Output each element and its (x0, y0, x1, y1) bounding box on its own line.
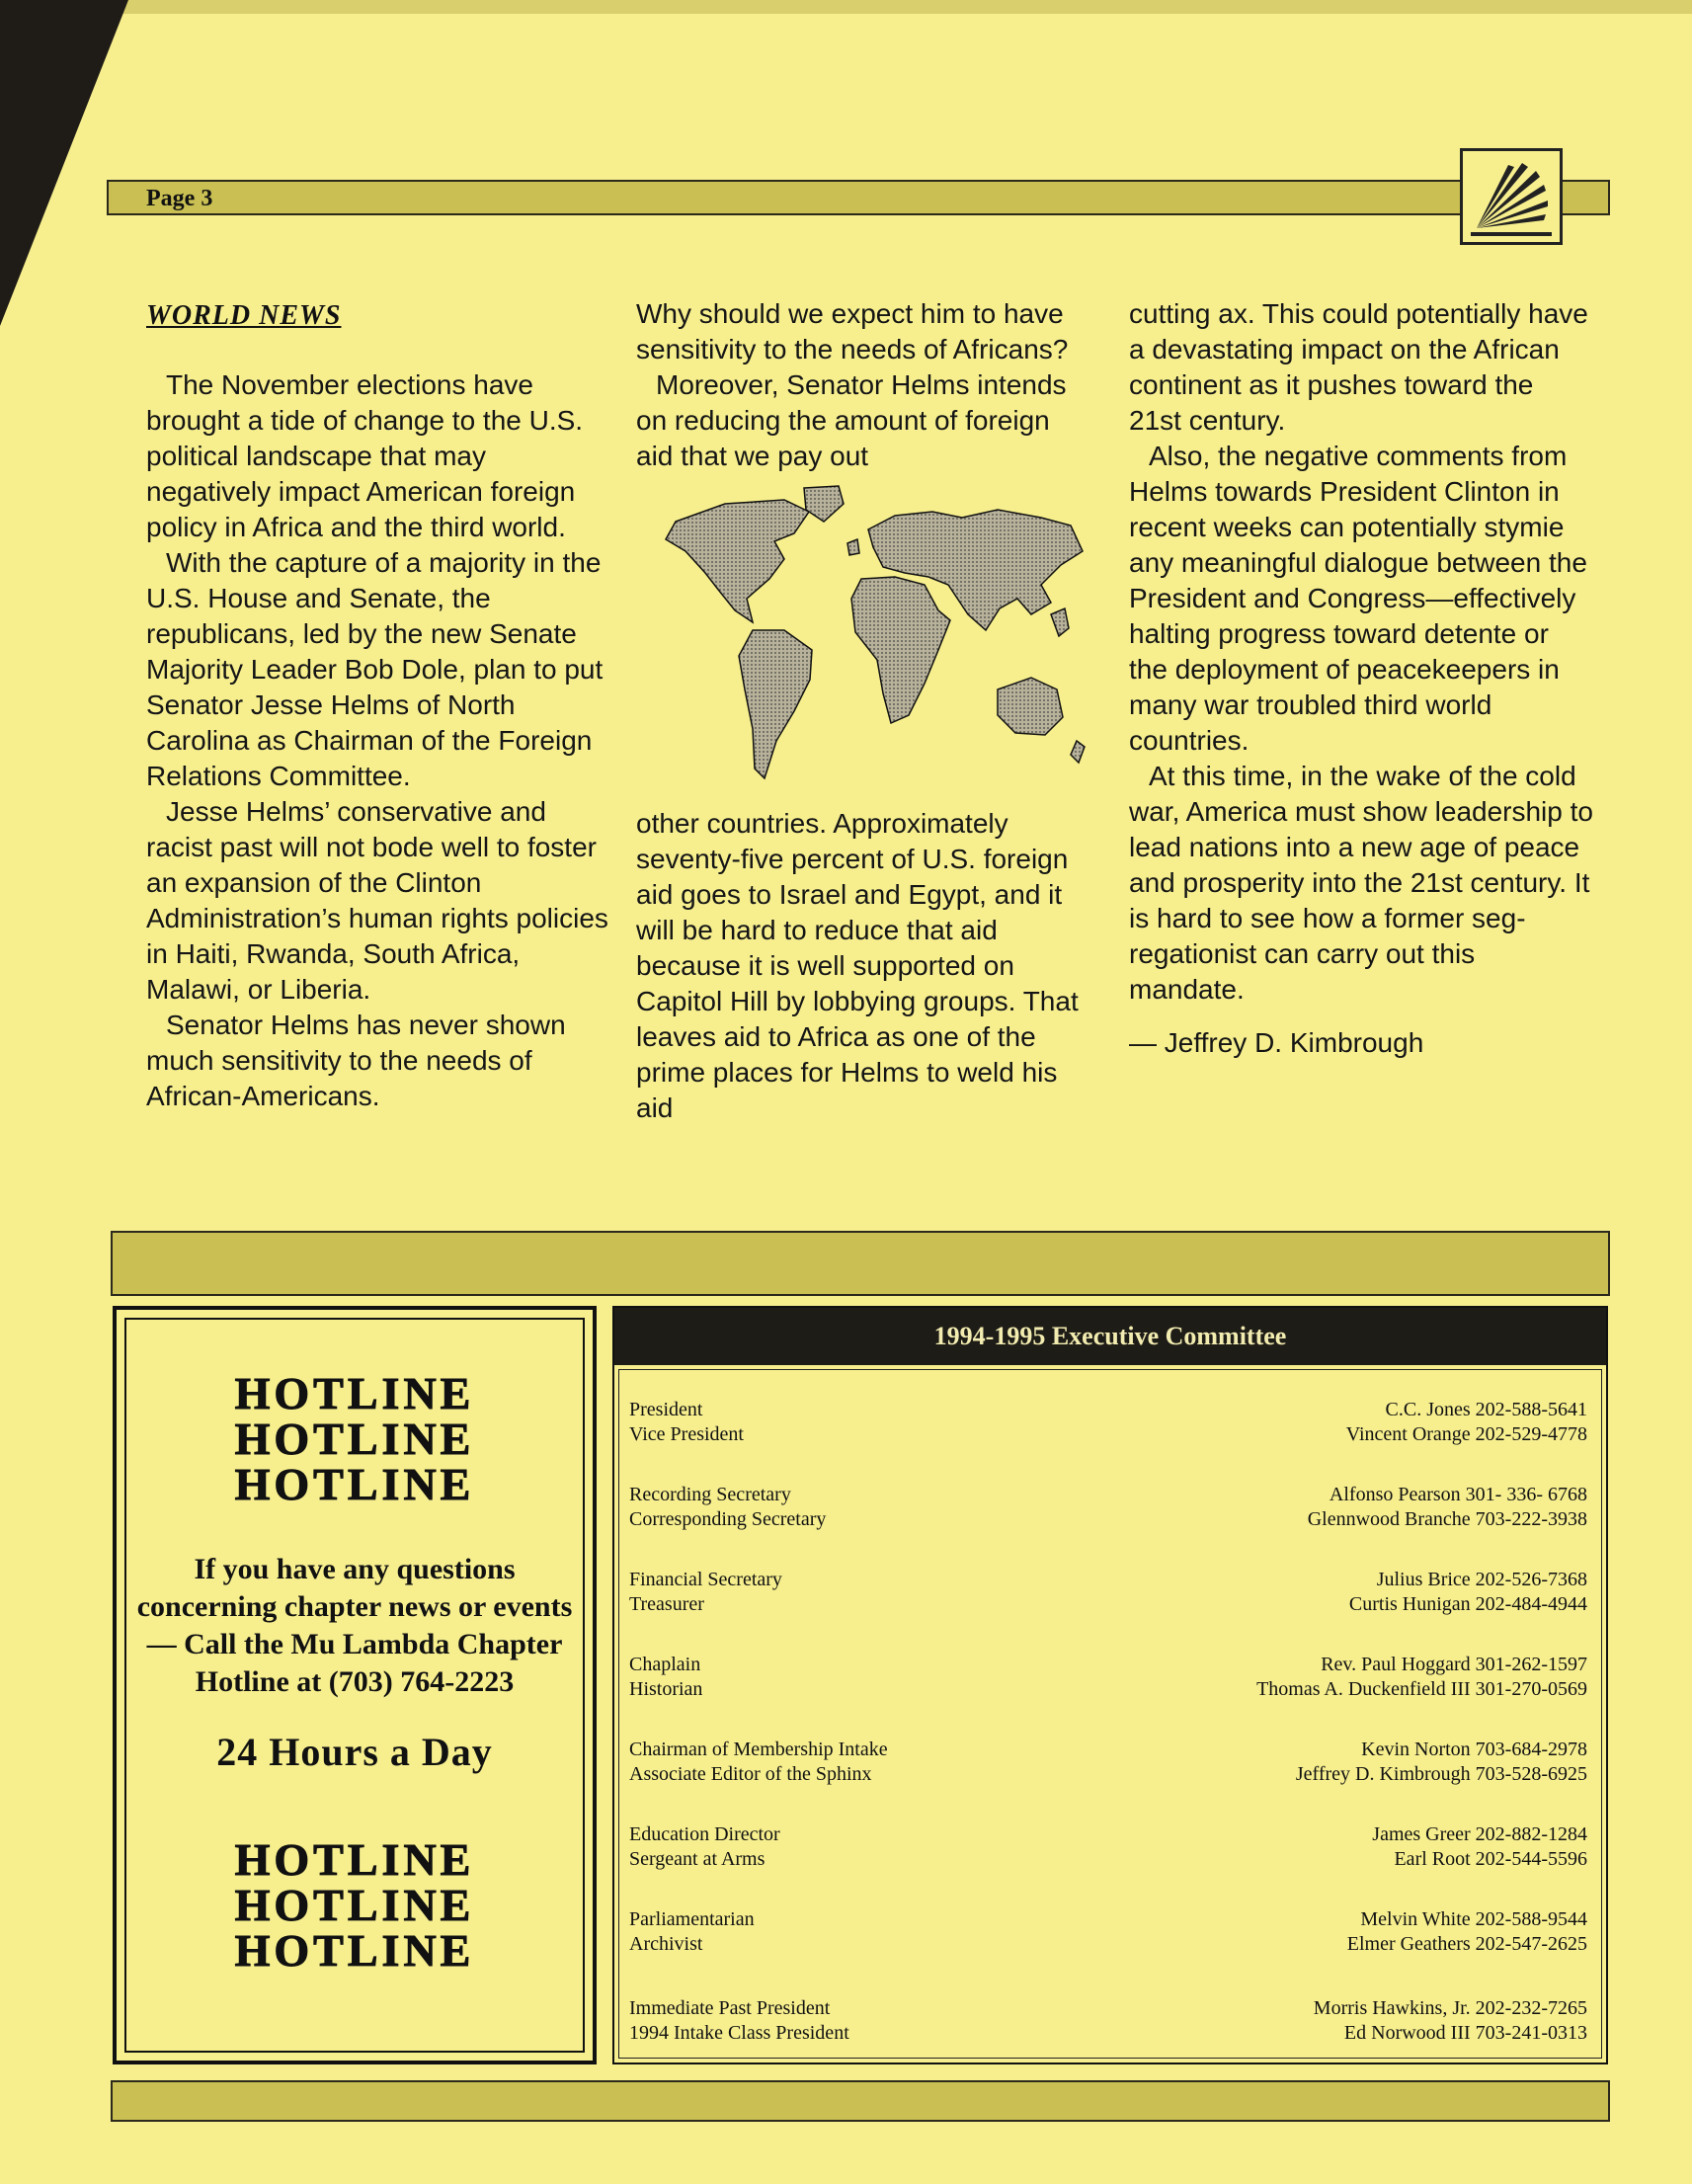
fan-logo-icon (1460, 148, 1563, 245)
divider-strip (111, 1231, 1610, 1296)
committee-member: Elmer Geathers 202-547-2625 (1346, 1933, 1587, 1955)
page-number: Page 3 (146, 186, 213, 211)
committee-role: Corresponding Secretary (629, 1508, 827, 1530)
article-paragraph: Jesse Helms’ conservative and racist past will not bode well to foster an expansion of the Clinton Administration’s human rights policies in Haiti, Rwanda, South Africa, Malawi, or Liberia. (146, 796, 608, 1005)
committee-member: Julius Brice 202-526-7368 (1376, 1569, 1587, 1590)
committee-member: Vincent Orange 202-529-4778 (1345, 1423, 1587, 1445)
article-signature: — Jeffrey D. Kimbrough (1129, 1027, 1424, 1058)
hotline-word: HOTLINE (234, 1414, 475, 1464)
page-header-bar (107, 180, 1610, 215)
footer-strip (111, 2080, 1610, 2122)
committee-role: Financial Secretary (629, 1569, 782, 1590)
committee-role: Historian (629, 1678, 703, 1700)
committee-role: President (629, 1399, 703, 1420)
article-paragraph: Moreover, Senator Helms intends on reducing the amount of foreign aid that we pay out (636, 369, 1067, 471)
article-column-2 (636, 296, 1090, 1126)
hotline-hours: 24 Hours a Day (216, 1730, 493, 1774)
article-paragraph: other countries. Approximately seventy-five percent of U.S. foreign aid goes to Israel and Egypt, and it will be hard to reduce that aid because it is well supported on Capitol Hill by lobbying groups. That leaves aid to Africa as one of the prime places for Helms to weld his aid (636, 808, 1079, 1123)
executive-committee-title: 1994-1995 Executive Committee (614, 1308, 1606, 1365)
committee-member: Curtis Hunigan 202-484-4944 (1348, 1593, 1587, 1615)
article-paragraph: Why should we expect him to have sensitivity to the needs of Africans? (636, 298, 1069, 364)
committee-role: 1994 Intake Class President (629, 2022, 849, 2044)
hotline-heading-bottom (117, 1834, 593, 1976)
torn-corner (0, 0, 128, 326)
article-paragraph: Senator Helms has never shown much sensitivity to the needs of African-Americans. (146, 1010, 566, 1111)
committee-member: Alfonso Pearson 301- 336- 6768 (1329, 1484, 1587, 1505)
article-paragraph: With the capture of a majority in the U.S. House and Senate, the republicans, led by the new Senate Majority Leader Bob Dole, plan to put Senator Jesse Helms of North Carolina as Chairman of the Foreign Relations Committee. (146, 547, 604, 791)
world-map-image (636, 482, 1110, 796)
committee-member: Kevin Norton 703-684-2978 (1361, 1739, 1587, 1760)
hotline-word: HOTLINE (234, 1459, 475, 1509)
hotline-word: HOTLINE (234, 1925, 475, 1976)
committee-member: Jeffrey D. Kimbrough 703-528-6925 (1295, 1763, 1587, 1785)
committee-role: Treasurer (629, 1593, 704, 1615)
committee-role: Sergeant at Arms (629, 1848, 765, 1870)
section-heading: WORLD NEWS (146, 300, 342, 331)
committee-role: Associate Editor of the Sphinx (629, 1763, 872, 1785)
committee-member: Morris Hawkins, Jr. 202-232-7265 (1313, 1997, 1587, 2019)
committee-member: Melvin White 202-588-9544 (1360, 1908, 1587, 1930)
committee-member: Rev. Paul Hoggard 301-262-1597 (1321, 1654, 1587, 1675)
hotline-word: HOTLINE (234, 1880, 475, 1930)
paper-top-edge (0, 0, 1692, 14)
hotline-word: HOTLINE (234, 1834, 475, 1885)
article-column-3 (1129, 296, 1593, 1061)
hotline-heading-top (117, 1368, 593, 1509)
committee-role: Parliamentarian (629, 1908, 755, 1930)
hotline-message: If you have any questions concerning chapter news or events— Call the Mu Lambda Chapter Hotline at (703) 764-2223 (136, 1553, 573, 1698)
committee-role: Recording Secretary (629, 1484, 791, 1505)
committee-member: Ed Norwood III 703-241-0313 (1343, 2022, 1587, 2044)
executive-committee-list (618, 1369, 1602, 2059)
executive-committee-box (612, 1306, 1608, 2064)
article-paragraph: At this time, in the wake of the cold war, America must show leadership to lead nations into a new age of peace and prosperity into the 21st century. It is hard to see how a former seg-regationist can carry out this mandate. (1129, 761, 1593, 1005)
committee-role: Vice President (629, 1423, 744, 1445)
committee-member: Thomas A. Duckenfield III 301-270-0569 (1256, 1678, 1587, 1700)
article-column-1 (146, 298, 610, 1114)
committee-role: Chairman of Membership Intake (629, 1739, 888, 1760)
committee-member: James Greer 202-882-1284 (1372, 1823, 1587, 1845)
committee-member: Earl Root 202-544-5596 (1394, 1848, 1587, 1870)
committee-member: Glennwood Branche 703-222-3938 (1307, 1508, 1587, 1530)
committee-role: Archivist (629, 1933, 703, 1955)
hotline-box (113, 1306, 597, 2064)
committee-role: Chaplain (629, 1654, 701, 1675)
hotline-word: HOTLINE (234, 1368, 475, 1418)
committee-role: Immediate Past President (629, 1997, 831, 2019)
committee-role: Education Director (629, 1823, 780, 1845)
article-paragraph: Also, the negative comments from Helms towards President Clinton in recent weeks can potentially stymie any meaningful dialogue between the President and Congress—effectively halting progress toward detente or the deployment of peacekeepers in many war troubled third world countries. (1129, 441, 1587, 756)
article-paragraph: The November elections have brought a tide of change to the U.S. political landscape that may negatively impact American foreign policy in Africa and the third world. (146, 369, 584, 542)
article-paragraph: cutting ax. This could potentially have a devastating impact on the African continent as it pushes toward the 21st century. (1129, 298, 1588, 436)
committee-member: C.C. Jones 202-588-5641 (1385, 1399, 1587, 1420)
